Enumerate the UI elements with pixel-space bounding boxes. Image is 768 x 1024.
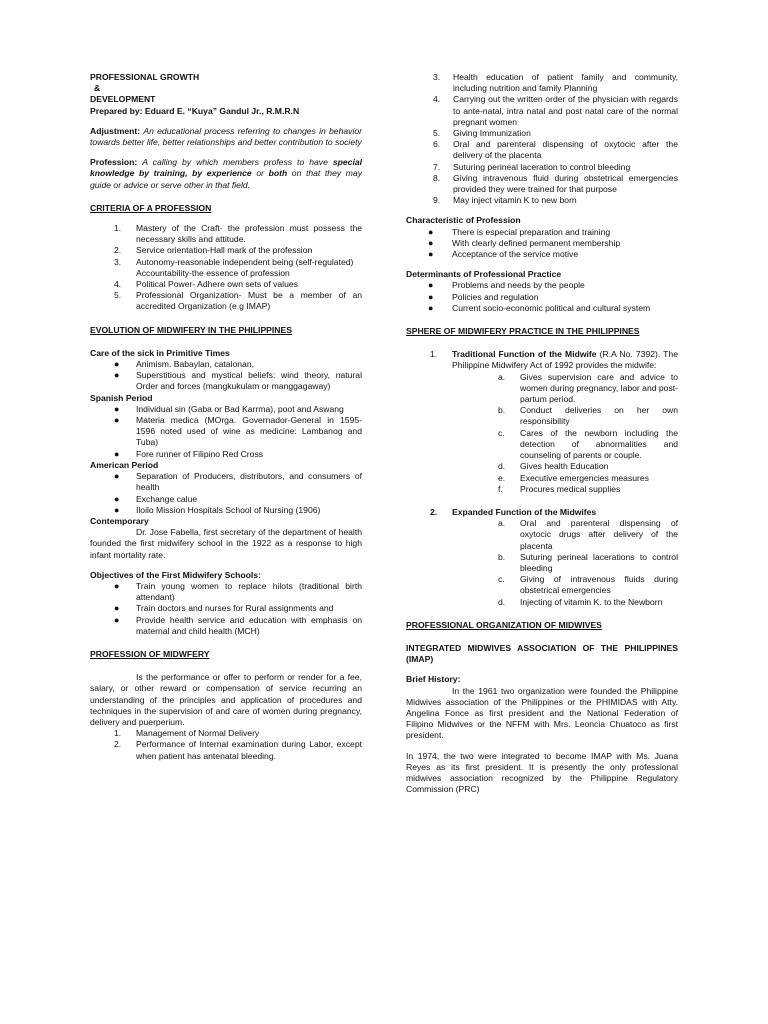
list-item-text: Executive emergencies measures (520, 472, 649, 483)
list-item-number: 1. (114, 728, 122, 739)
list-item-number: a. (498, 518, 506, 529)
doc-title-line-3: DEVELOPMENT (90, 94, 156, 105)
list-item-number: 4. (114, 279, 122, 290)
bullet-icon: ● (114, 448, 120, 459)
list-item-text: Giving of intravenous fluids during obstetrical emergencies (520, 574, 678, 596)
bullet-item (90, 581, 362, 603)
american-list (90, 471, 362, 516)
doc-author: Prepared by: Eduard E. “Kuya” Gandul Jr., R.M.R.N (90, 105, 300, 116)
list-item-number: b. (498, 551, 506, 562)
traditional-function-title: Traditional Function of the Midwife (452, 349, 597, 360)
sphere-heading: SPHERE OF MIDWIFERY PRACTICE IN THE PHILIPPINES (406, 326, 640, 337)
list-item (114, 223, 362, 245)
list-item-number: 5. (433, 128, 441, 139)
bullet-item-text: Animism. Babaylan, catalonan, (136, 359, 254, 370)
bullet-item (406, 303, 678, 314)
bullet-item-text: Current socio-economic political and cultural system (452, 302, 651, 313)
list-item (498, 372, 678, 406)
characteristic-list (406, 227, 678, 261)
traditional-function-number: 1. (430, 349, 438, 360)
expanded-function (406, 507, 678, 518)
list-item-text: Political Power- Adhere own sets of values (136, 279, 298, 290)
bullet-icon: ● (114, 415, 120, 426)
bullet-item (406, 280, 678, 291)
bullet-icon: ● (428, 280, 434, 291)
determinants-list (406, 280, 678, 314)
bullet-item (406, 249, 678, 260)
expanded-function-number: 2. (430, 506, 438, 517)
list-item-number: 9. (433, 195, 441, 206)
bullet-icon: ● (114, 614, 120, 625)
list-item-number: 6. (433, 139, 441, 150)
traditional-function (406, 349, 678, 371)
list-item-number: f. (498, 483, 503, 494)
bullet-item-text: Separation of Producers, distributors, and consumers of health (136, 471, 362, 493)
list-item-text: Conduct deliveries on her own responsibility (520, 405, 678, 427)
expanded-function-list (406, 518, 678, 608)
bullet-item (90, 415, 362, 449)
list-item-number: 2. (114, 245, 122, 256)
bullet-item (90, 603, 362, 614)
bullet-icon: ● (428, 302, 434, 313)
bullet-icon: ● (114, 359, 120, 370)
list-item-text: Oral and parenteral dispensing of oxytocic drugs after delivery of the placenta (520, 518, 678, 551)
imap-heading: INTEGRATED MIDWIVES ASSOCIATION OF THE PHILIPPINES (IMAP) (406, 642, 678, 665)
spanish-list (90, 404, 362, 460)
bullet-icon: ● (428, 249, 434, 260)
list-item-text: Performance of Internal examination during Labor, except when patient has antenatal bleeding. (136, 739, 362, 761)
list-item (433, 162, 678, 173)
list-item (433, 195, 678, 206)
profession-text-2: special knowledge by training (90, 157, 363, 179)
list-item (433, 94, 678, 128)
list-item-number: 4. (433, 94, 441, 105)
list-item (114, 728, 362, 739)
list-item-text: Suturing perineal lacerations to control bleeding (520, 551, 678, 573)
list-item-text: Professional Organization- Must be a member of an accredited Organization (e.g IMAP) (136, 290, 362, 312)
objectives-list (90, 581, 362, 637)
bullet-item-text: With clearly defined permanent membership (452, 237, 621, 248)
profession-text-3: , by experience (185, 168, 252, 179)
list-item-text: Mastery of the Craft- the profession must possess the necessary skills and attitude. (136, 223, 362, 245)
criteria-list (90, 223, 362, 313)
list-item-number: d. (498, 461, 506, 472)
adjustment-text: An educational process referring to changes in behavior towards better life, better relationships and better contribution to society (90, 125, 362, 148)
bullet-item (90, 370, 362, 392)
list-item (498, 473, 678, 484)
right-column (406, 72, 678, 795)
list-item-number: 8. (433, 172, 441, 183)
bullet-icon: ● (114, 580, 120, 591)
bullet-icon: ● (114, 493, 120, 504)
doc-title-ampersand: & (94, 83, 101, 94)
profession-of-midwifery-list (90, 728, 362, 762)
bullet-item-text: Policies and regulation (452, 291, 539, 302)
bullet-item-text: Train doctors and nurses for Rural assignments and (136, 603, 334, 614)
bullet-item (90, 505, 362, 516)
list-item-number: b. (498, 405, 506, 416)
bullet-icon: ● (114, 603, 120, 614)
list-item-number: 3. (114, 256, 122, 267)
bullet-item (90, 404, 362, 415)
list-item-text: Injecting of vitamin K. to the Newborn (520, 596, 663, 607)
list-item (433, 139, 678, 161)
list-item (498, 552, 678, 574)
list-item (498, 574, 678, 596)
bullet-icon: ● (114, 403, 120, 414)
bullet-item-text: Fore runner of Filipino Red Cross (136, 448, 264, 459)
bullet-item-text: There is especial preparation and training (452, 226, 611, 237)
list-item (433, 72, 678, 94)
list-item-text: Oral and parenteral dispensing of oxytocic after the delivery of the placenta (453, 139, 678, 161)
list-item (498, 597, 678, 608)
profession-definition (90, 157, 362, 191)
characteristic-heading: Characteristic of Profession (406, 215, 521, 226)
doc-title-line-1: PROFESSIONAL GROWTH (90, 72, 200, 82)
bullet-item-text: Superstitious and mystical beliefs: wind theory, natural Order and forces (mangkukulam or manggagaway) (136, 370, 362, 392)
list-item-number: e. (498, 472, 506, 483)
list-item-number: 7. (433, 161, 441, 172)
brief-history-heading: Brief History: (406, 674, 461, 685)
profession-of-midwifery-heading: PROFESSION OF MIDWFERY (90, 648, 210, 659)
brief-history-paragraph-1: In the 1961 two organization were founded the Philippine Midwives association of the Philippines or the PHIMIDAS with Atty. Angelina Fonce as first president and the National Federation of Filipino Midwives or the NFFM with Mrs. Leoncia Chuatoco as first president. (406, 685, 678, 741)
list-item-text: Gives supervision care and advice to women during pregnancy, labor and post-partum period. (520, 371, 678, 405)
list-item-number: c. (498, 427, 505, 438)
bullet-item-text: Iloilo Mission Hospitals School of Nursing (1906) (136, 504, 321, 515)
list-item (433, 128, 678, 139)
bullet-item (90, 615, 362, 637)
left-column (90, 72, 362, 762)
brief-history-paragraph-2: In 1974, the two were integrated to become IMAP with Ms. Juana Reyes as its first president. It is presently the only professional midwives association recognized by the Philippine Regulatory Commission (PRC) (406, 750, 678, 795)
list-item-number: 2. (114, 739, 122, 750)
list-item-text: May inject vitamin K to new born (453, 195, 577, 206)
list-item (114, 739, 362, 761)
list-item-text: Service orientation-Hall mark of the profession (136, 245, 313, 256)
list-item-text: Cares of the newborn including the detection of abnormalities and counseling of parents or couple. (520, 427, 678, 461)
list-item-text: Procures medical supplies (520, 483, 621, 494)
list-item-number: 1. (114, 223, 122, 234)
list-item-number: a. (498, 371, 506, 382)
profession-text-6: on that they may guide or advice or serve other in that field. (90, 168, 362, 190)
list-item (498, 484, 678, 495)
bullet-icon: ● (428, 237, 434, 248)
profession-text-5: both (268, 168, 288, 179)
bullet-item (406, 292, 678, 303)
bullet-item-text: Individual sin (Gaba or Bad Karrma), poot and Aswang (136, 403, 344, 414)
profession-text-1: A calling by which members profess to have (142, 157, 328, 168)
list-item-text: Gives health Education (520, 461, 609, 472)
bullet-item (406, 227, 678, 238)
bullet-item-text: Exchange calue (136, 493, 198, 504)
evolution-heading: EVOLUTION OF MIDWIFERY IN THE PHILIPPINES (90, 324, 292, 335)
bullet-icon: ● (428, 291, 434, 302)
spanish-heading: Spanish Period (90, 392, 153, 403)
adjustment-term: Adjustment: (90, 125, 141, 136)
list-item (433, 173, 678, 195)
list-item (498, 405, 678, 427)
list-item-number: 5. (114, 290, 122, 301)
american-heading: American Period (90, 459, 159, 470)
determinants-heading: Determinants of Professional Practice (406, 269, 562, 280)
list-item-text: Giving intravenous fluid during obstetrical emergencies provided they were trained for that purpose (453, 172, 678, 195)
contemporary-heading: Contemporary (90, 515, 149, 526)
list-item (114, 268, 362, 279)
organization-heading: PROFESSIONAL ORGANIZATION OF MIDWIVES (406, 619, 602, 630)
list-item (114, 257, 362, 268)
bullet-item-text: Materia medica (MOrga. Governador-General in 1595-1596 noted used of wine as medicine: Lambanog and Tuba) (136, 415, 362, 448)
bullet-item-text: Acceptance of the service motive (452, 249, 579, 260)
bullet-icon: ● (428, 226, 434, 237)
list-item-text: Health education of patient family and community, including nutrition and family Planning (453, 72, 678, 94)
expanded-function-title: Expanded Function of the Midwifes (452, 506, 597, 517)
list-item-text: Autonomy-reasonable independent being (self-regulated) (136, 256, 354, 267)
care-heading: Care of the sick in Primitive Times (90, 347, 230, 358)
bullet-item (90, 471, 362, 493)
list-item (114, 290, 362, 312)
objectives-heading: Objectives of the First Midwifery Schools: (90, 569, 261, 580)
list-item-number: d. (498, 596, 506, 607)
list-item (498, 428, 678, 462)
profession-text-4: or (251, 168, 269, 179)
profession-of-midwifery-text: Is the performance or offer to perform or render for a fee, salary, or other reward or compensation of service recurring an understanding of the principles and application of procedures and techniques in the supervision of and care of women during pregnancy, delivery and puerperium. (90, 672, 362, 727)
traditional-function-text: (R.A No. 7392). The Philippine Midwifery Act of 1992 provides the midwife: (452, 349, 678, 371)
list-item (114, 279, 362, 290)
profession-term: Profession: (90, 157, 138, 168)
bullet-item (90, 449, 362, 460)
adjustment-definition (90, 126, 362, 148)
bullet-icon: ● (114, 370, 120, 381)
list-item (498, 461, 678, 472)
bullet-item (90, 494, 362, 505)
list-item (498, 518, 678, 552)
care-list (90, 359, 362, 393)
list-item (114, 245, 362, 256)
bullet-item-text: Train young women to replace hilots (traditional birth attendant) (136, 580, 362, 603)
list-item-text: Suturing perineal laceration to control bleeding (453, 161, 631, 172)
bullet-icon: ● (114, 504, 120, 515)
bullet-item-text: Problems and needs by the people (452, 280, 585, 291)
list-item-number: 3. (433, 72, 441, 82)
bullet-item (90, 359, 362, 370)
bullet-item (406, 238, 678, 249)
traditional-function-list (406, 372, 678, 495)
list-item-text: Accountability-the essence of profession (136, 267, 290, 278)
contemporary-text: Dr. Jose Fabella, first secretary of the department of health founded the first midwifery school in the 1922 as a response to high infant mortality rate. (90, 527, 362, 560)
list-item-text: Carrying out the written order of the physician with regards to ante-natal, intra natal and post natal care of the normal pregnant women (453, 94, 678, 127)
bullet-item-text: Provide health service and education with emphasis on maternal and child health (MCH) (136, 614, 362, 636)
bullet-icon: ● (114, 471, 120, 482)
criteria-heading: CRITERIA OF A PROFESSION (90, 202, 212, 213)
list-item-text: Giving Immunization (453, 128, 531, 139)
midwifery-duties-list (406, 72, 678, 206)
list-item-text: Management of Normal Delivery (136, 728, 260, 739)
list-item-number: c. (498, 574, 505, 585)
